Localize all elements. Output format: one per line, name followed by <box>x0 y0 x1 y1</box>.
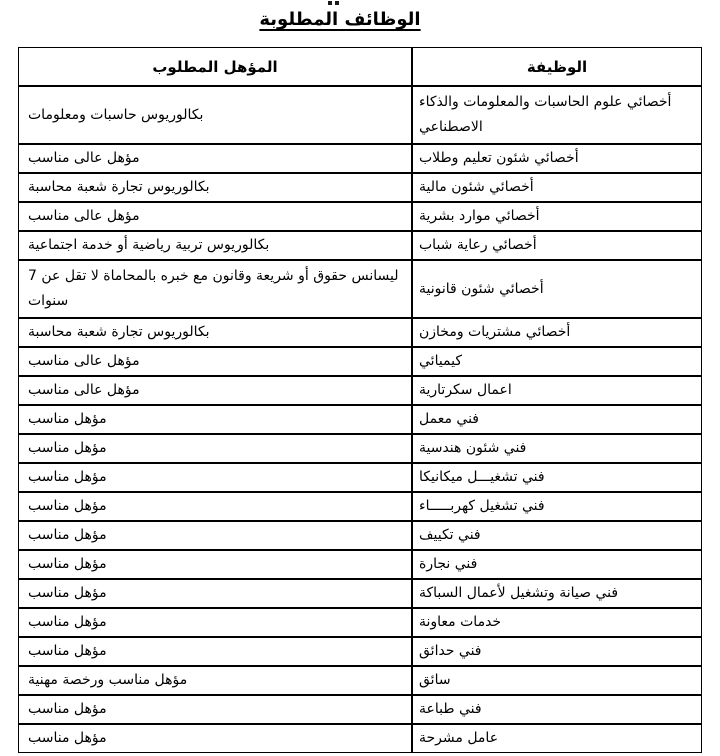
page-title: الوظائف المطلوبة <box>259 9 421 30</box>
table-row <box>18 521 702 550</box>
qualification-cell: مؤهل مناسب <box>18 579 412 608</box>
table-row <box>18 376 702 405</box>
jobs-table <box>18 47 702 753</box>
job-cell: فني تشغيل كهربـــــاء <box>412 492 702 521</box>
qualification-cell: مؤهل مناسب ورخصة مهنية <box>18 666 412 695</box>
job-cell: اعمال سكرتارية <box>412 376 702 405</box>
qualification-cell: بكالوريوس حاسبات ومعلومات <box>18 86 412 144</box>
qualification-cell: بكالوريوس تجارة شعبة محاسبة <box>18 173 412 202</box>
table-row <box>18 666 702 695</box>
qualification-cell: مؤهل مناسب <box>18 521 412 550</box>
job-cell: خدمات معاونة <box>412 608 702 637</box>
qualification-column-header: المؤهل المطلوب <box>18 47 412 86</box>
table-row <box>18 637 702 666</box>
qualification-cell: مؤهل عالى مناسب <box>18 202 412 231</box>
table-row <box>18 695 702 724</box>
qualification-cell: مؤهل عالى مناسب <box>18 376 412 405</box>
table-row <box>18 347 702 376</box>
table-header-row <box>18 47 702 86</box>
table-row <box>18 86 702 144</box>
job-cell: أخصائي شئون مالية <box>412 173 702 202</box>
qualification-cell: مؤهل عالى مناسب <box>18 144 412 173</box>
qualification-cell: مؤهل مناسب <box>18 695 412 724</box>
job-cell: عامل مشرحة <box>412 724 702 753</box>
job-cell: كيميائي <box>412 347 702 376</box>
qualification-cell: مؤهل عالى مناسب <box>18 347 412 376</box>
job-cell: فني طباعة <box>412 695 702 724</box>
job-cell: أخصائي شئون تعليم وطلاب <box>412 144 702 173</box>
table-row <box>18 260 702 318</box>
table-row <box>18 173 702 202</box>
job-cell: أخصائي شئون قانونية <box>412 260 702 318</box>
job-cell: فني حدائق <box>412 637 702 666</box>
job-column-header: الوظيفة <box>412 47 702 86</box>
qualification-cell: مؤهل مناسب <box>18 434 412 463</box>
job-cell: فني نجارة <box>412 550 702 579</box>
qualification-cell: مؤهل مناسب <box>18 463 412 492</box>
table-row <box>18 405 702 434</box>
qualification-cell: ليسانس حقوق أو شريعة وقانون مع خبره بالمحاماة لا تقل عن 7 سنوات <box>18 260 412 318</box>
job-cell: فني شئون هندسية <box>412 434 702 463</box>
job-cell: أخصائي موارد بشرية <box>412 202 702 231</box>
table-row <box>18 550 702 579</box>
qualification-cell: مؤهل مناسب <box>18 608 412 637</box>
qualification-cell: مؤهل مناسب <box>18 405 412 434</box>
job-cell: فني تشغيـــل ميكانيكا <box>412 463 702 492</box>
jobs-table-body <box>18 86 702 753</box>
table-row <box>18 608 702 637</box>
job-cell: أخصائي مشتريات ومخازن <box>412 318 702 347</box>
table-row <box>18 724 702 753</box>
table-row <box>18 318 702 347</box>
job-cell: سائق <box>412 666 702 695</box>
table-row <box>18 144 702 173</box>
cutoff-text-remnant <box>328 1 332 5</box>
job-cell: فني معمل <box>412 405 702 434</box>
qualification-cell: بكالوريوس تجارة شعبة محاسبة <box>18 318 412 347</box>
job-cell: أخصائي رعاية شباب <box>412 231 702 260</box>
table-row <box>18 463 702 492</box>
table-row <box>18 434 702 463</box>
table-row <box>18 202 702 231</box>
table-row <box>18 579 702 608</box>
job-cell: أخصائي علوم الحاسبات والمعلومات والذكاء الاصطناعي <box>412 86 702 144</box>
job-cell: فني تكييف <box>412 521 702 550</box>
qualification-cell: مؤهل مناسب <box>18 637 412 666</box>
qualification-cell: مؤهل مناسب <box>18 724 412 753</box>
qualification-cell: بكالوريوس تربية رياضية أو خدمة اجتماعية <box>18 231 412 260</box>
qualification-cell: مؤهل مناسب <box>18 550 412 579</box>
qualification-cell: مؤهل مناسب <box>18 492 412 521</box>
table-row <box>18 231 702 260</box>
job-cell: فني صيانة وتشغيل لأعمال السباكة <box>412 579 702 608</box>
table-row <box>18 492 702 521</box>
